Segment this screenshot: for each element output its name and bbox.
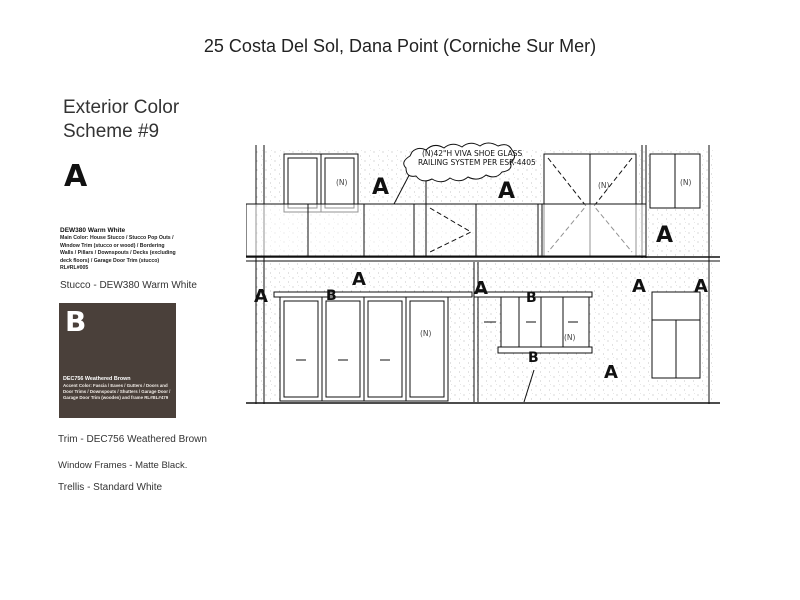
window-frames-note: Window Frames - Matte Black. xyxy=(58,460,188,471)
glass-railing-note-line2: RAILING SYSTEM PER ESR-4405 xyxy=(418,158,536,167)
trellis-note: Trellis - Standard White xyxy=(58,482,163,493)
swatch-a-name: DEW380 Warm White xyxy=(60,227,126,234)
swatch-b-description: Accent Color: Fascia / Eaves / Gutters / Doors and Door Trims / Downspouts / Shutters / Garage Door / Garage Door Trim (wooden) and frame RL#BL#479 xyxy=(63,383,171,400)
glass-railing xyxy=(246,204,646,256)
label-a: A xyxy=(372,175,390,200)
label-a: A xyxy=(498,179,516,204)
swatch-a-description: Main Color: House Stucco / Stucco Pop Outs / Window Trim (stucco or wood) / Bordering Walls / Pillars / Downspouts / Decks (excluding deck floors) / Garage Door Trim (stucco) RL#RL#005 xyxy=(60,235,176,271)
scheme-title: Exterior Color Scheme #9 xyxy=(63,97,180,142)
swatch-b-card xyxy=(59,303,176,418)
swatch-a-card xyxy=(60,226,176,273)
swatch-b-name: DEC756 Weathered Brown xyxy=(63,376,131,382)
label-a: A xyxy=(632,276,646,297)
glass-railing-note-line1: (N)42"H VIVA SHOE GLASS xyxy=(422,149,523,158)
window-sill xyxy=(498,347,592,353)
swatch-a-letter: A xyxy=(64,159,88,194)
swatch-b-letter: B xyxy=(65,305,87,338)
label-a: A xyxy=(352,269,366,290)
new-marker: (N) xyxy=(680,178,692,187)
document-title: 25 Costa Del Sol, Dana Point (Corniche Sur Mer) xyxy=(203,36,597,56)
label-a: A xyxy=(604,362,618,383)
new-marker: (N) xyxy=(564,333,576,342)
label-a: A xyxy=(694,276,708,297)
elevation-drawing xyxy=(246,140,720,410)
stucco-note: Stucco - DEW380 Warm White xyxy=(60,280,197,291)
label-b: B xyxy=(528,350,539,366)
label-a: A xyxy=(254,286,268,307)
trim-note: Trim - DEC756 Weathered Brown xyxy=(58,434,207,445)
label-b: B xyxy=(326,288,337,304)
new-marker: (N) xyxy=(420,329,432,338)
lower-left-fascia xyxy=(274,292,472,297)
new-marker: (N) xyxy=(336,178,348,187)
label-a: A xyxy=(474,278,488,299)
new-marker: (N) xyxy=(598,181,610,190)
label-a: A xyxy=(656,223,674,248)
label-b: B xyxy=(526,290,537,306)
